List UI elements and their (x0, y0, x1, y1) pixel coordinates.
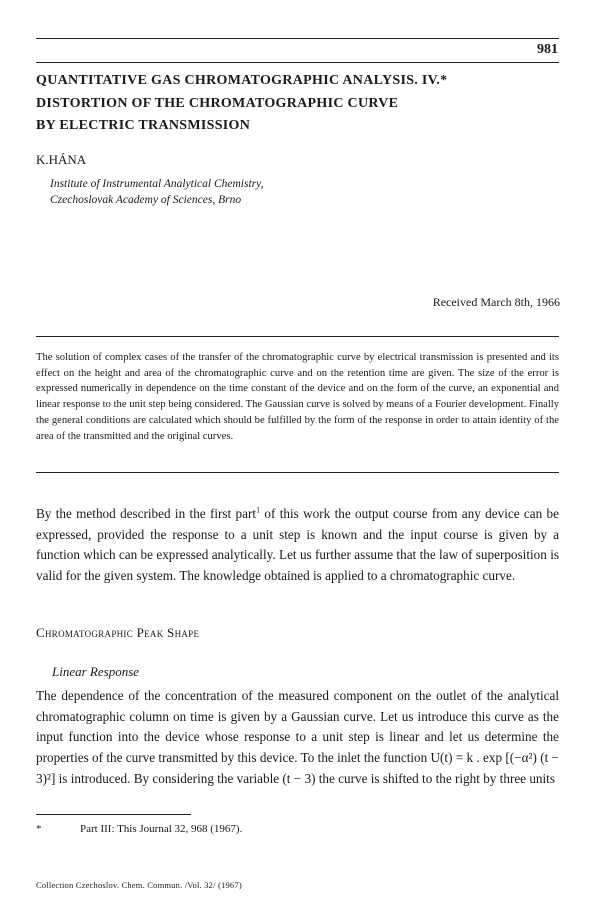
header-rule-bottom (36, 62, 559, 63)
journal-footer: Collection Czechoslov. Chem. Commun. /Vol. 32/ (1967) (36, 880, 242, 890)
title-line-1: QUANTITATIVE GAS CHROMATOGRAPHIC ANALYSIS. IV.* (36, 73, 448, 88)
affiliation-line-2: Czechoslovak Academy of Sciences, Brno (50, 194, 242, 206)
intro-paragraph (36, 504, 559, 587)
footnote (36, 823, 242, 835)
intro-text-rest: of this work the output course from any device can be expressed, provided the response to a unit step is known and the input course is given by a function which can be expressed analytically. Let us further assume that the law of superposition is valid for the given system. The knowledge obtained is applied to a chromatographic curve. (36, 506, 559, 584)
author: K.HÁNA (36, 152, 87, 167)
title-line-2: DISTORTION OF THE CHROMATOGRAPHIC CURVE (36, 96, 399, 111)
footnote-rule (36, 814, 191, 815)
intro-text-start: By the method described in the first part (36, 506, 257, 521)
body-paragraph: The dependence of the concentration of the measured component on the outlet of the analytical chromatographic column on time is given by a Gaussian curve. Let us introduce this curve as the input function into the device whose response to a unit step is linear and let us determine the properties of the curve transmitted by this device. To the inlet the function U(t) = k . exp [(−α²) (t − 3)²] is introduced. By considering the variable (t − 3) the curve is shifted to the right by three units (36, 688, 559, 786)
section-heading: Chromatographic Peak Shape (36, 625, 200, 640)
affiliation-line-1: Institute of Instrumental Analytical Chemistry, (50, 178, 264, 190)
subsection-heading: Linear Response (52, 664, 140, 679)
header-rule (36, 38, 559, 39)
page-number: 981 (537, 42, 558, 57)
footnote-mark: * (36, 823, 42, 835)
title-line-3: BY ELECTRIC TRANSMISSION (36, 118, 251, 133)
abstract-rule-bottom (36, 472, 559, 473)
reference-marker: 1 (256, 505, 261, 515)
abstract: The solution of complex cases of the transfer of the chromatographic curve by electrical transmission is presented and its effect on the height and area of the chromatographic curve and on the retention time are given. The size of the error is expressed numerically in dependence on the time constant of the device and on the form of the curve, an exponential and linear response to the unit step being considered. The Gaussian curve is solved by means of a Fourier development. Finally the general conditions are calculated which should be fulfilled by the form of the response in order to attain identity of the area of the transmitted and the original curves. (36, 352, 559, 442)
received-date: Received March 8th, 1966 (432, 295, 560, 309)
footnote-text: Part III: This Journal 32, 968 (1967). (80, 823, 243, 835)
abstract-rule-top (36, 336, 559, 337)
